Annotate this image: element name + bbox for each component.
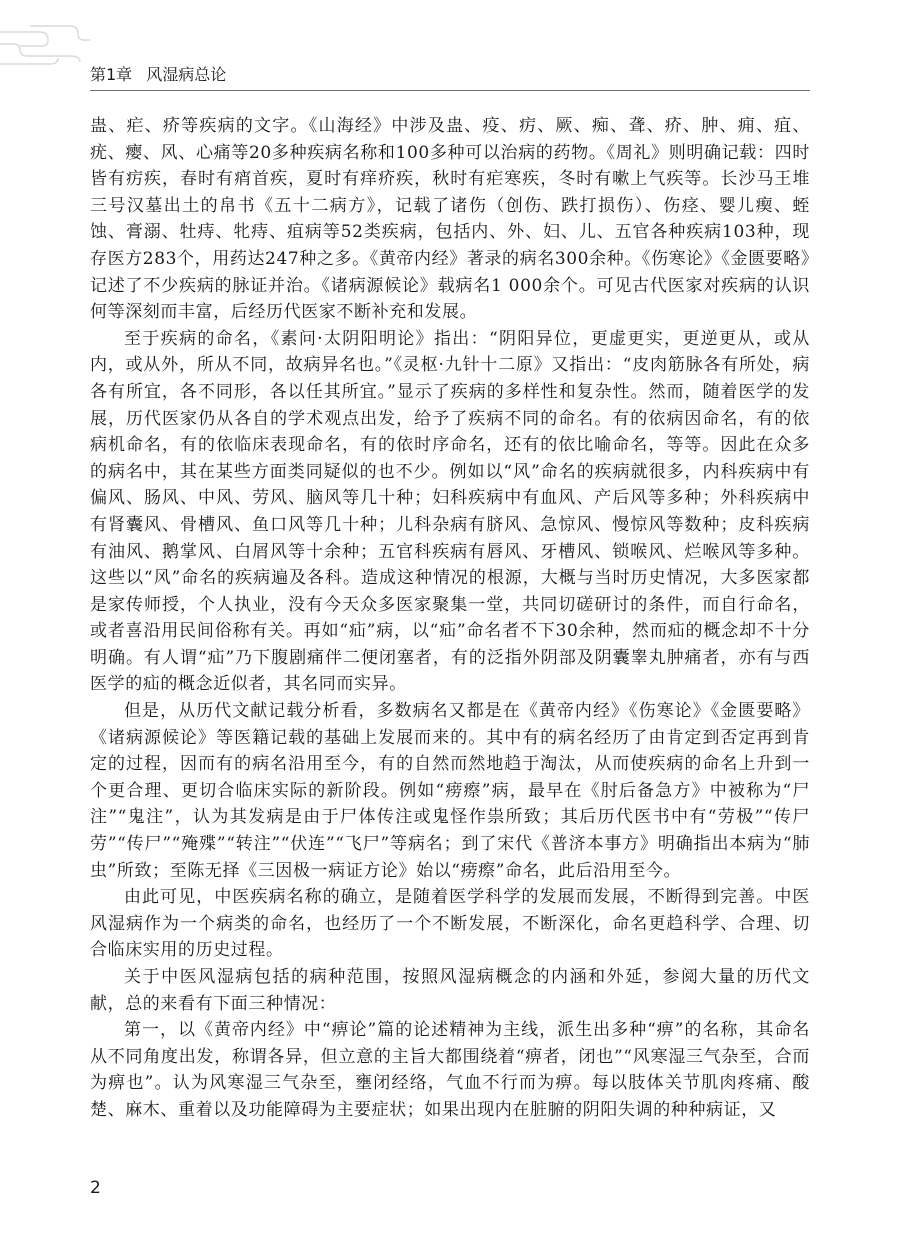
chapter-number: 第1章 xyxy=(90,65,133,84)
decorative-wave-ornament xyxy=(0,22,90,72)
running-header xyxy=(90,62,810,88)
header-rule xyxy=(90,90,810,91)
paragraph: 但是，从历代文献记载分析看，多数病名又都是在《黄帝内经》《伤寒论》《金匮要略》《诸病源候论》等医籍记载的基础上发展而来的。其中有的病名经历了由肯定到否定再到肯定的过程，因而有的病名沿用至今，有的自然而然地趋于淘汰，从而使疾病的命名上升到一个更合理、更切合临床实际的新阶段。例如“痨瘵”病，最早在《肘后备急方》中被称为“尸注”“鬼注”，认为其发病是由于尸体传注或鬼怪作祟所致；其后历代医书中有“劳极”“传尸劳”“传尸”“殗殜”“转注”“伏连”“飞尸”等病名；到了宋代《普济本事方》明确指出本病为“肺虫”所致；至陈无择《三因极一病证方论》始以“痨瘵”命名，此后沿用至今。 xyxy=(90,701,810,881)
page-number: 2 xyxy=(90,1178,101,1198)
body-text xyxy=(90,113,810,1124)
paragraph-continued: 蛊、疟、疥等疾病的文字。《山海经》中涉及蛊、疫、疠、厥、痴、聋、疥、肿、痈、疽、疣、瘿、风、心痛等20多种疾病名称和100多种可以治病的药物。《周礼》则明确记载：四时皆有疠疾，春时有痟首疾，夏时有痒疥疾，秋时有疟寒疾，冬时有嗽上气疾等。长沙马王堆三号汉墓出土的帛书《五十二病方》，记载了诸伤（创伤、跌打损伤）、伤痉、婴儿瘈、蛭蚀、膏溺、牡痔、牝痔、疽病等52类疾病，包括内、外、妇、儿、五官各种疾病103种，现存医方283个，用药达247种之多。《黄帝内经》著录的病名300余种。《伤寒论》《金匮要略》记述了不少疾病的脉证并治。《诸病源候论》载病名1 000余个。可见古代医家对疾病的认识何等深刻而丰富，后经历代医家不断补充和发展。 xyxy=(90,116,810,323)
chapter-title: 风湿病总论 xyxy=(146,65,227,84)
paragraph: 至于疾病的命名，《素问·太阴阳明论》指出：“阴阳异位，更虚更实，更逆更从，或从内，或从外，所从不同，故病异名也。”《灵枢·九针十二原》又指出：“皮肉筋脉各有所处，病各有所宜，各不同形，各以任其所宜。”显示了疾病的多样性和复杂性。然而，随着医学的发展，历代医家仍从各自的学术观点出发，给予了疾病不同的命名。有的依病因命名，有的依病机命名，有的依临床表现命名，有的依时序命名，还有的依比喻命名，等等。因此在众多的病名中，其在某些方面类同疑似的也不少。例如以“风”命名的疾病就很多，内科疾病中有偏风、肠风、中风、劳风、脑风等几十种；妇科疾病中有血风、产后风等多种；外科疾病中有肾囊风、骨槽风、鱼口风等几十种；儿科杂病有脐风、急惊风、慢惊风等数种；皮科疾病有油风、鹅掌风、白屑风等十余种；五官科疾病有唇风、牙槽风、锁喉风、烂喉风等多种。这些以“风”命名的疾病遍及各科。造成这种情况的根源，大概与当时历史情况，大多医家都是家传师授，个人执业，没有今天众多医家聚集一堂，共同切磋研讨的条件，而自行命名，或者喜沿用民间俗称有关。再如“疝”病，以“疝”命名者不下30余种，然而疝的概念却不十分明确。有人谓“疝”乃下腹剧痛伴二便闭塞者，有的泛指外阴部及阴囊睾丸肿痛者，亦有与西医学的疝的概念近似者，其名同而实异。 xyxy=(90,328,810,695)
paragraph: 由此可见，中医疾病名称的确立，是随着医学科学的发展而发展，不断得到完善。中医风湿病作为一个病类的命名，也经历了一个不断发展，不断深化，命名更趋科学、合理、切合临床实用的历史过程。 xyxy=(90,887,810,961)
paragraph: 第一，以《黄帝内经》中“痹论”篇的论述精神为主线，派生出多种“痹”的名称，其命名从不同角度出发，称谓各异，但立意的主旨大都围绕着“痹者，闭也”“风寒湿三气杂至，合而为痹也”。认为风寒湿三气杂至，壅闭经络，气血不行而为痹。每以肢体关节肌肉疼痛、酸楚、麻木、重着以及功能障碍为主要症状；如果出现内在脏腑的阴阳失调的种种病证，又 xyxy=(90,1020,810,1120)
paragraph: 关于中医风湿病包括的病种范围，按照风湿病概念的内涵和外延，参阅大量的历代文献，总的来看有下面三种情况： xyxy=(90,967,810,1014)
